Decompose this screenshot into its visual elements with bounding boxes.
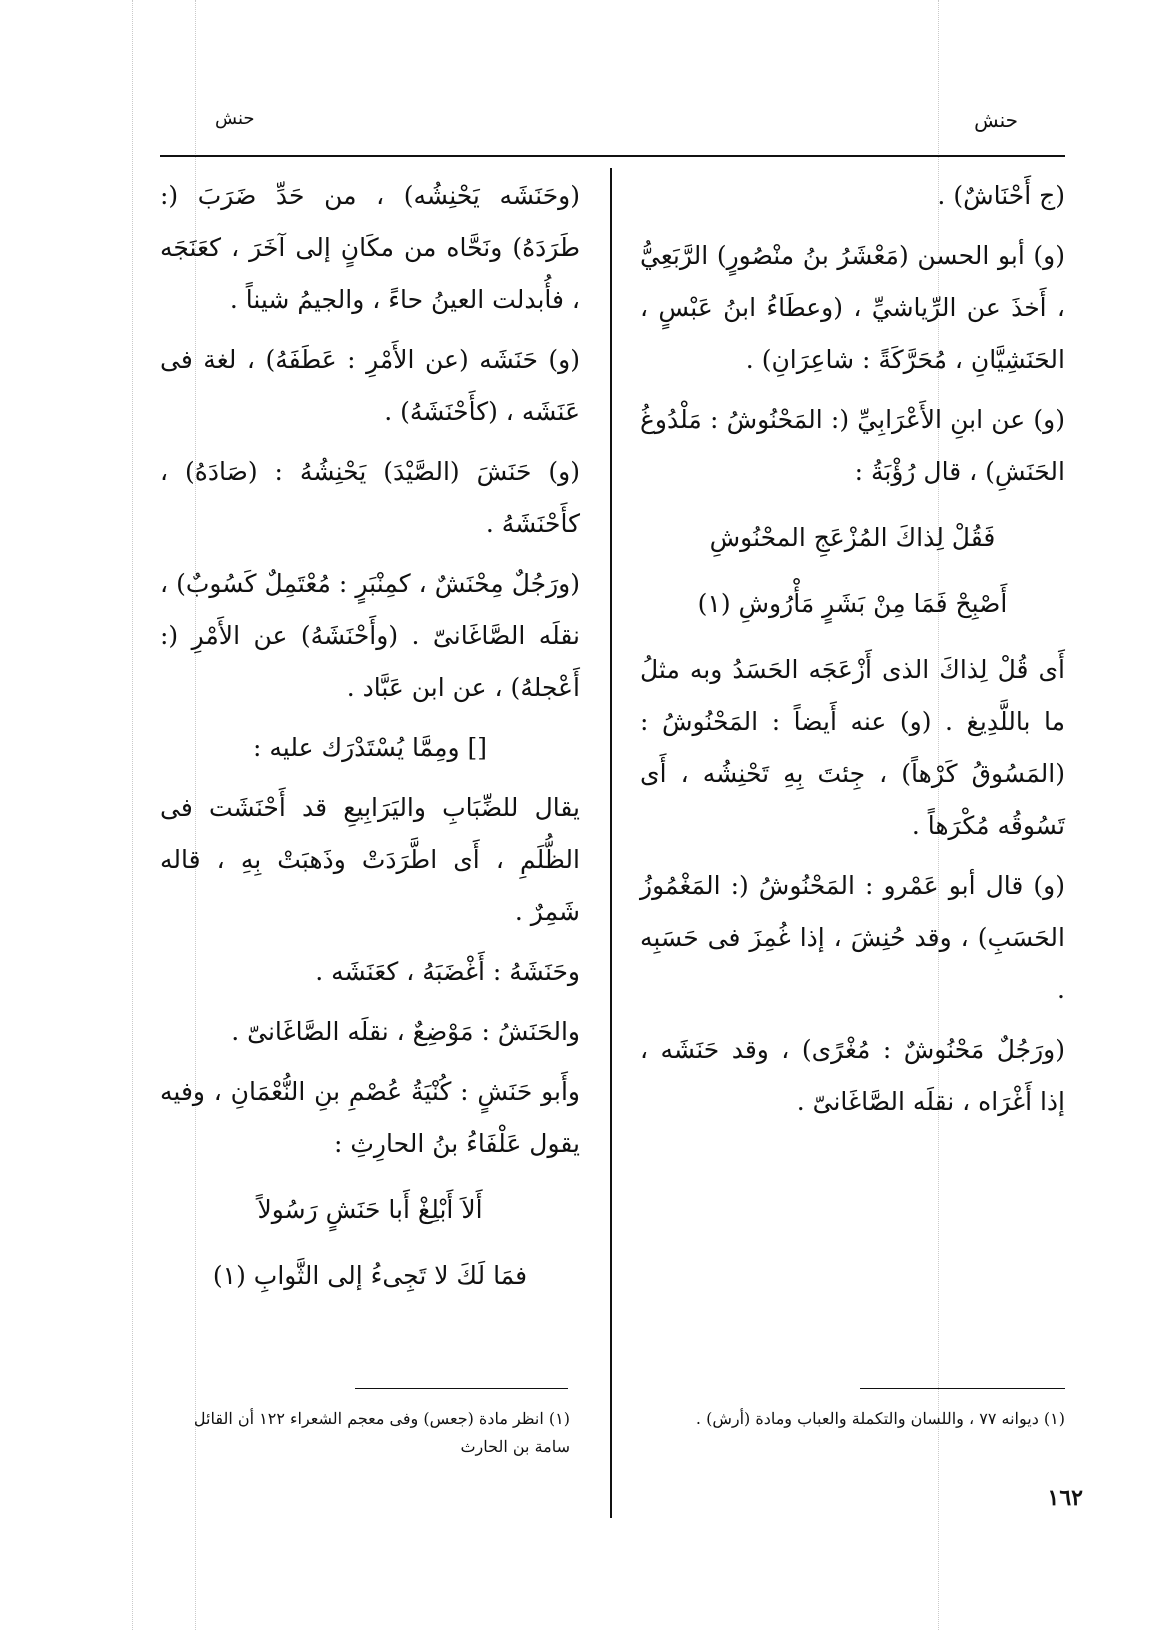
paragraph: والحَنَشُ : مَوْضِعٌ ، نقلَه الصَّاغَانىّ . [231, 1017, 580, 1046]
verse-line: أَصْبِحْ فَمَا مِنْ بَشَرٍ مَأْرُوشِ (١) [697, 589, 1008, 618]
paragraph: (و) حَنَشَ (الصَّيْدَ) يَحْنِشُهُ : (صَادَهُ) ، كأَحْنَشَهُ . [160, 457, 580, 538]
header-word-left: حنش [215, 108, 255, 129]
section-heading: [] ومِمَّا يُسْتَدْرَك عليه : [253, 733, 487, 762]
footnote-left: (١) انظر مادة (جعس) وفى معجم الشعراء ١٢٢ أن القائل سامة بن الحارث [193, 1409, 570, 1456]
paragraph: (ورَجُلٌ مَحْنُوشٌ : مُغْرًى) ، وقد حَنَشَه ، إذا أَغْرَاه ، نقلَه الصَّاغَانىّ . [640, 1035, 1065, 1116]
page-number: ١٦٢ [1047, 1485, 1083, 1511]
footnote-rule [860, 1388, 1065, 1389]
verse-line: فَقُلْ لِذاكَ المُزْعَجِ المحْنُوشِ [709, 523, 996, 552]
paragraph: (و) عن ابنِ الأَعْرَابِيِّ (: المَحْنُوشُ : مَلْدُوغُ الحَنَشِ) ، قال رُؤْبَةُ : [640, 405, 1065, 486]
paragraph: وحَنَشَهُ : أَغْضَبَهُ ، كعَنَشَه . [315, 957, 580, 986]
paragraph: (و) حَنَشَه (عن الأَمْرِ : عَطَفَهُ) ، لغة فى عَنَشَه ، (كأَحْنَشَهُ) . [160, 345, 580, 426]
paragraph: (وحَنَشَه يَحْنِشُه) ، من حَدِّ ضَرَبَ (: طَرَدَهُ) ونَحَّاه من مكَانٍ إلى آخَرَ ، كعَنَجَه ، فأُبدلت العينُ حاءً ، والجيمُ شيناً . [160, 181, 580, 314]
paragraph: (و) أبو الحسن (مَعْشَرُ بنُ منْصُورٍ) الرَّبَعِيُّ ، أَخذَ عن الرِّياشيِّ ، (وعطَاءُ ابنُ عَبْسٍ ، الحَنَشِيَّانِ ، مُحَرَّكَةً : شاعِرَانِ) . [640, 241, 1065, 374]
paragraph: (ورَجُلٌ مِحْنَشٌ ، كمِنْبَرٍ : مُعْتَمِلٌ كَسُوبٌ) ، نقلَه الصَّاغَانىّ . (وأَحْنَشَهُ) عن الأَمْرِ (: أَعْجلهُ) ، عن ابن عَبَّاد . [160, 569, 580, 702]
paragraph: يقال للضِّبَابِ واليَرَابِيعِ قد أَحْنَشَت فى الظُّلَمِ ، أَى اطَّرَدَتْ وذَهبَتْ بِهِ ، قاله شَمِرٌ . [160, 793, 580, 926]
column-divider [610, 168, 612, 1518]
footnote-right: (١) ديوانه ٧٧ ، واللسان والتكملة والعباب ومادة (أرش) . [695, 1409, 1065, 1428]
paragraph: وأَبو حَنَشٍ : كُنْيَةُ عُصْمِ بنِ النُّعْمَانِ ، وفيه يقول عَلْفَاءُ بنُ الحارِثِ : [160, 1077, 580, 1158]
paragraph: أَى قُلْ لِذاكَ الذى أَزْعَجَه الحَسَدُ وبه مثلُ ما باللَّدِيغ . (و) عنه أَيضاً : المَحْنُوشُ : (المَسُوقُ كَرْهاً) ، جِئتَ بِهِ تَحْنِشُه ، أَى تَسُوقُه مُكْرَهاً . [640, 655, 1065, 840]
right-column [640, 170, 1065, 1136]
verse-line: فمَا لَكَ لا تَجِىءُ إلى الثَّوابِ (١) [212, 1261, 528, 1290]
footnote-rule [355, 1388, 568, 1389]
header-rule [160, 155, 1065, 157]
verse-line: أَلاَ أَبْلِغْ أَبا حَنَشٍ رَسُولاً [257, 1195, 483, 1224]
left-column [160, 170, 580, 1316]
paragraph: (ج أَحْنَاشٌ) . [937, 181, 1065, 210]
paragraph: (و) قال أبو عَمْرو : المَحْنُوشُ (: المَغْمُوزُ الحَسَبِ) ، وقد حُنِشَ ، إذا غُمِزَ فى حَسَبِه . [640, 871, 1065, 1004]
margin-guide-line [132, 0, 133, 1630]
header-word-right: حنش [974, 108, 1018, 132]
